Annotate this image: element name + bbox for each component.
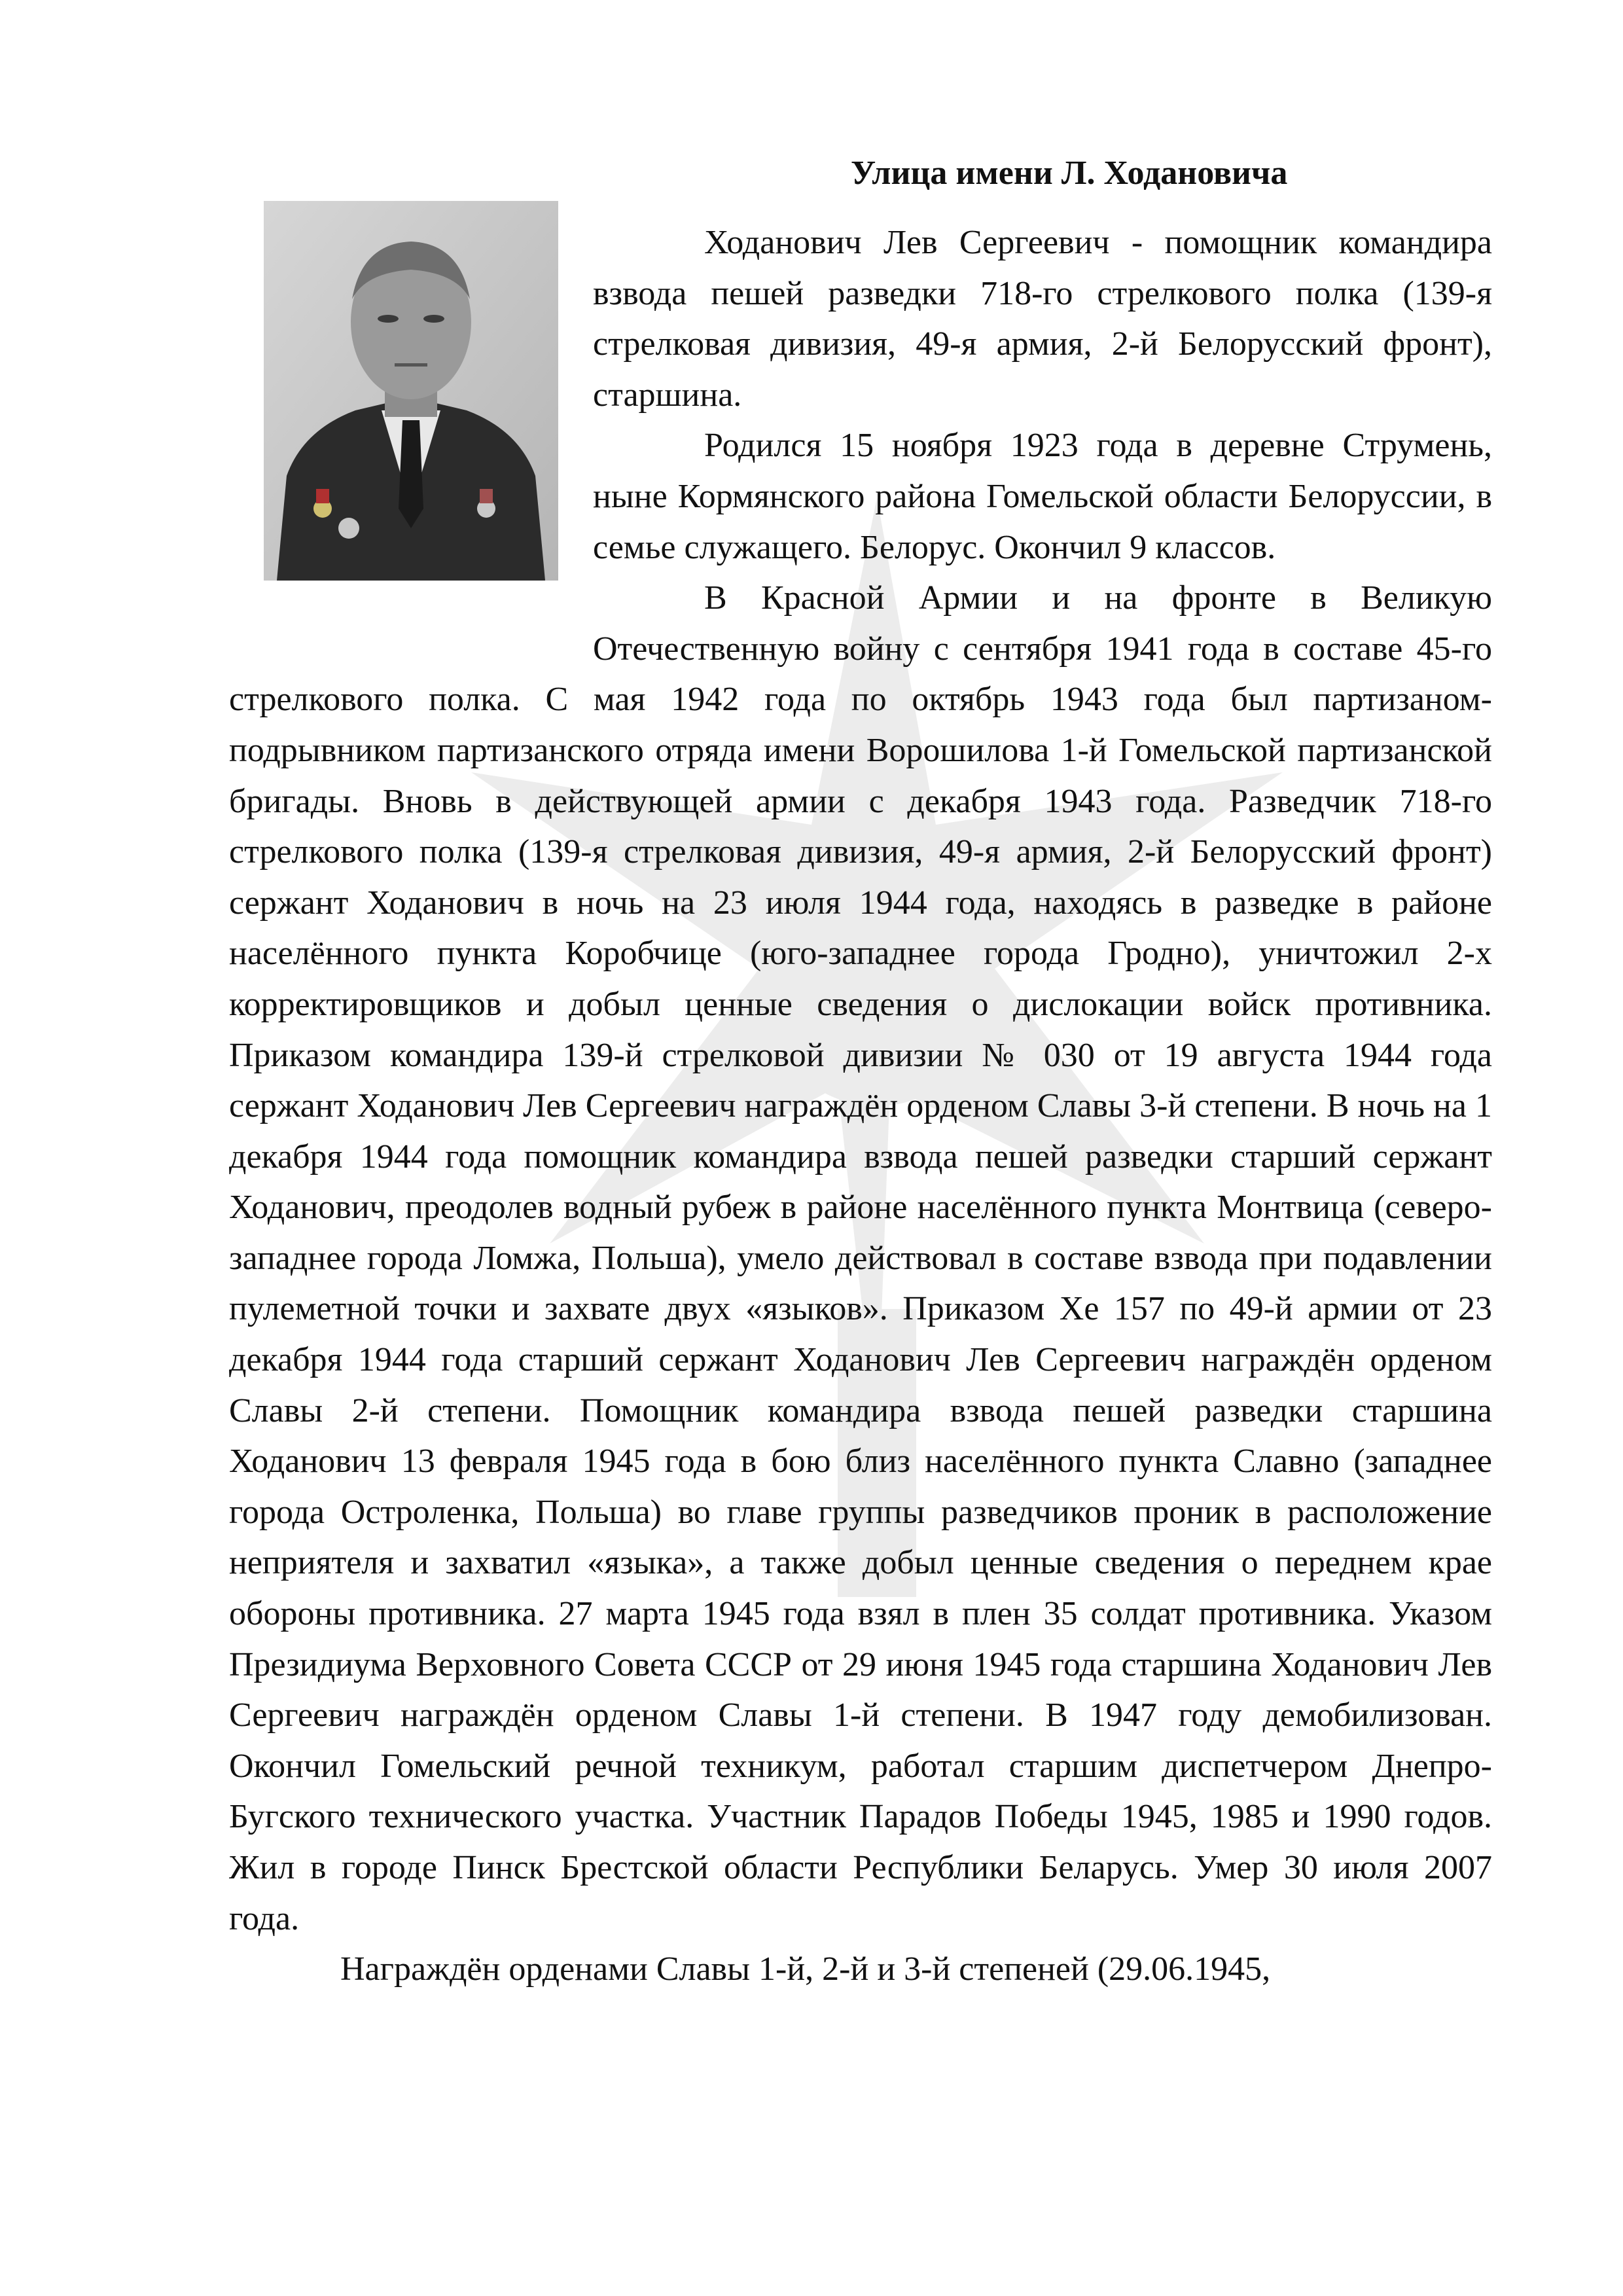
photo-spacer bbox=[229, 217, 593, 624]
paragraph-birth: Родился 15 ноября 1923 года в деревне Струмень, ныне Кормянского района Гомельской области Белоруссии, в семье служащего. Белорус. Окончил 9 классов. bbox=[593, 427, 1492, 566]
paragraph-intro: Ходанович Лев Сергеевич - помощник командира взвода пешей разведки 718-го стрелкового полка (139-я стрелковая дивизия, 49-я армия, 2-й Белорусский фронт), старшина. bbox=[593, 224, 1492, 414]
page-title: Улица имени Л. Ходановича bbox=[851, 154, 1288, 192]
biography-text bbox=[229, 217, 1492, 1995]
paragraph-service: В Красной Армии и на фронте в Великую Отечественную войну с сентября 1941 года в составе 45-го стрелкового полка. С мая 1942 года по октябрь 1943 года был партизаном-подрывником партизанского отряда имени Ворошилова 1-й Гомельской партизанской бригады. Вновь в действующей армии с декабря 1943 года. Разведчик 718-го стрелкового полка (139-я стрелковая дивизия, 49-я армия, 2-й Белорусский фронт) сержант Ходанович в ночь на 23 июля 1944 года, находясь в разведке в районе населённого пункта Коробчице (юго-западнее города Гродно), уничтожил 2-х корректировщиков и добыл ценные сведения о дислокации войск противника. Приказом командира 139-й стрелковой дивизии № 030 от 19 августа 1944 года сержант Ходанович Лев Сергеевич награждён орденом Славы 3-й степени. В ночь на 1 декабря 1944 года помощник командира взвода пешей разведки старший сержант Ходанович, преодолев водный рубеж в районе населённого пункта Монтвица (северо-западнее города Ломжа, Польша), умело действовал в составе взвода при подавлении пулеметной точки и захвате двух «языков». Приказом Хе 157 по 49-й армии от 23 декабря 1944 года старший сержант Ходанович Лев Сергеевич награждён орденом Славы 2-й степени. Помощник командира взвода пешей разведки старшина Ходанович 13 февраля 1945 года в бою близ населённого пункта Славно (западнее города Остроленка, Польша) во главе группы разведчиков проник в расположение неприятеля и захватил «языка», а также добыл ценные сведения о переднем крае обороны противника. 27 марта 1945 года взял в плен 35 солдат противника. Указом Президиума Верховного Совета СССР от 29 июня 1945 года старшина Ходанович Лев Сергеевич награждён орденом Славы 1-й степени. В 1947 году демобилизован. Окончил Гомельский речной техникум, работал старшим диспетчером Днепро-Бугского технического участка. Участник Парадов Победы 1945, 1985 и 1990 годов. Жил в городе Пинск Брестской области Республики Беларусь. Умер 30 июля 2007 года. bbox=[229, 579, 1492, 1937]
paragraph-awards: Награждён орденами Славы 1-й, 2-й и 3-й степеней (29.06.1945, bbox=[340, 1950, 1271, 1988]
